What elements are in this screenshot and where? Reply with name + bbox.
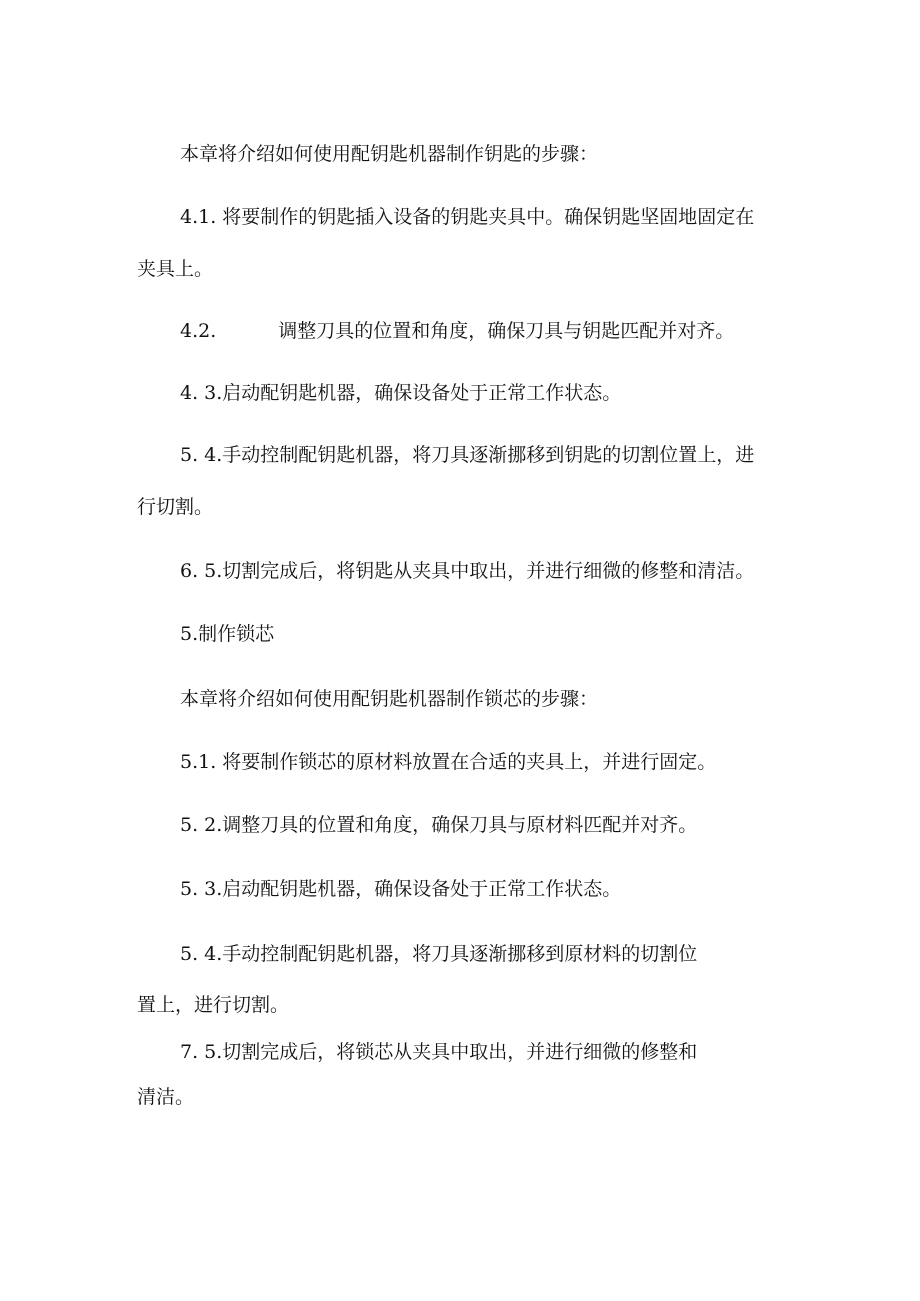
step-4-4-line-2: 行切割。 xyxy=(137,496,214,518)
step-5-5-line-2: 清洁。 xyxy=(137,1086,195,1108)
step-4-3: 4. 3.启动配钥匙机器，确保设备处于正常工作状态。 xyxy=(180,382,622,404)
step-4-2 xyxy=(180,319,734,343)
step-4-1-line-1: 4.1. 将要制作的钥匙插入设备的钥匙夹具中。确保钥匙坚固地固定在 xyxy=(180,206,755,228)
step-5-1: 5.1. 将要制作锁芯的原材料放置在合适的夹具上，并进行固定。 xyxy=(180,751,717,773)
step-5-2: 5. 2.调整刀具的位置和角度，确保刀具与原材料匹配并对齐。 xyxy=(180,814,698,836)
step-5-5-line-1: 7. 5.切割完成后，将锁芯从夹具中取出，并进行细微的修整和 xyxy=(180,1041,698,1063)
lock-intro-paragraph: 本章将介绍如何使用配钥匙机器制作锁芯的步骤： xyxy=(180,688,599,710)
keys-intro-paragraph: 本章将介绍如何使用配钥匙机器制作钥匙的步骤： xyxy=(180,143,599,165)
step-5-3: 5. 3.启动配钥匙机器，确保设备处于正常工作状态。 xyxy=(180,878,622,900)
section-5-heading: 5.制作锁芯 xyxy=(180,623,275,645)
step-4-5: 6. 5.切割完成后，将钥匙从夹具中取出，并进行细微的修整和清洁。 xyxy=(180,560,755,582)
step-4-2-number: 4.2. xyxy=(180,320,217,342)
step-4-1-line-2: 夹具上。 xyxy=(137,258,214,280)
step-5-4-line-2: 置上，进行切割。 xyxy=(137,994,290,1016)
step-4-4-line-1: 5. 4.手动控制配钥匙机器，将刀具逐渐挪移到钥匙的切割位置上，进 xyxy=(180,444,755,466)
step-5-4-line-1: 5. 4.手动控制配钥匙机器，将刀具逐渐挪移到原材料的切割位 xyxy=(180,943,698,965)
step-4-2-text: 调整刀具的位置和角度，确保刀具与钥匙匹配并对齐。 xyxy=(278,320,735,342)
